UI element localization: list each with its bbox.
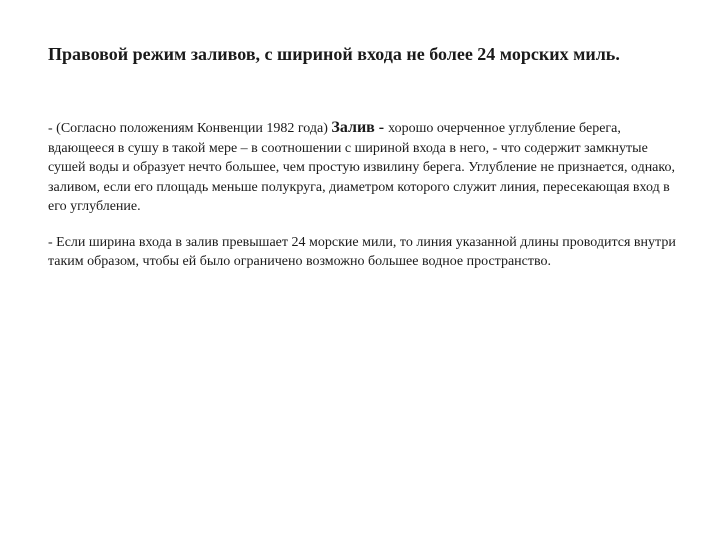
definition-text: хорошо очерченное углубление берега, вдающееся в сушу в такой мере – в соотношении с шириной входа в него, - что содержит замкнутые сушей воды и образует нечто большее, чем простую извилину берега. Углубление не признается, однако, заливом, если его площадь меньше полукруга, диаметром которого служит линия, пересекающая вход в его углубление. [48,121,675,214]
paragraph-wide-entrance: - Если ширина входа в залив превышает 24 морские мили, то линия указанной длины проводится внутри таким образом, чтобы ей было ограничено возможно большее водное пространство. [48,234,676,269]
paragraph-bay-definition [48,118,688,217]
term-bay: Залив - [331,119,389,136]
slide-title: Правовой режим заливов, с шириной входа не более 24 морских миль. [48,44,620,64]
slide-body [48,118,688,288]
paragraph-prefix: - (Согласно положениям Конвенции 1982 года) [48,121,332,136]
